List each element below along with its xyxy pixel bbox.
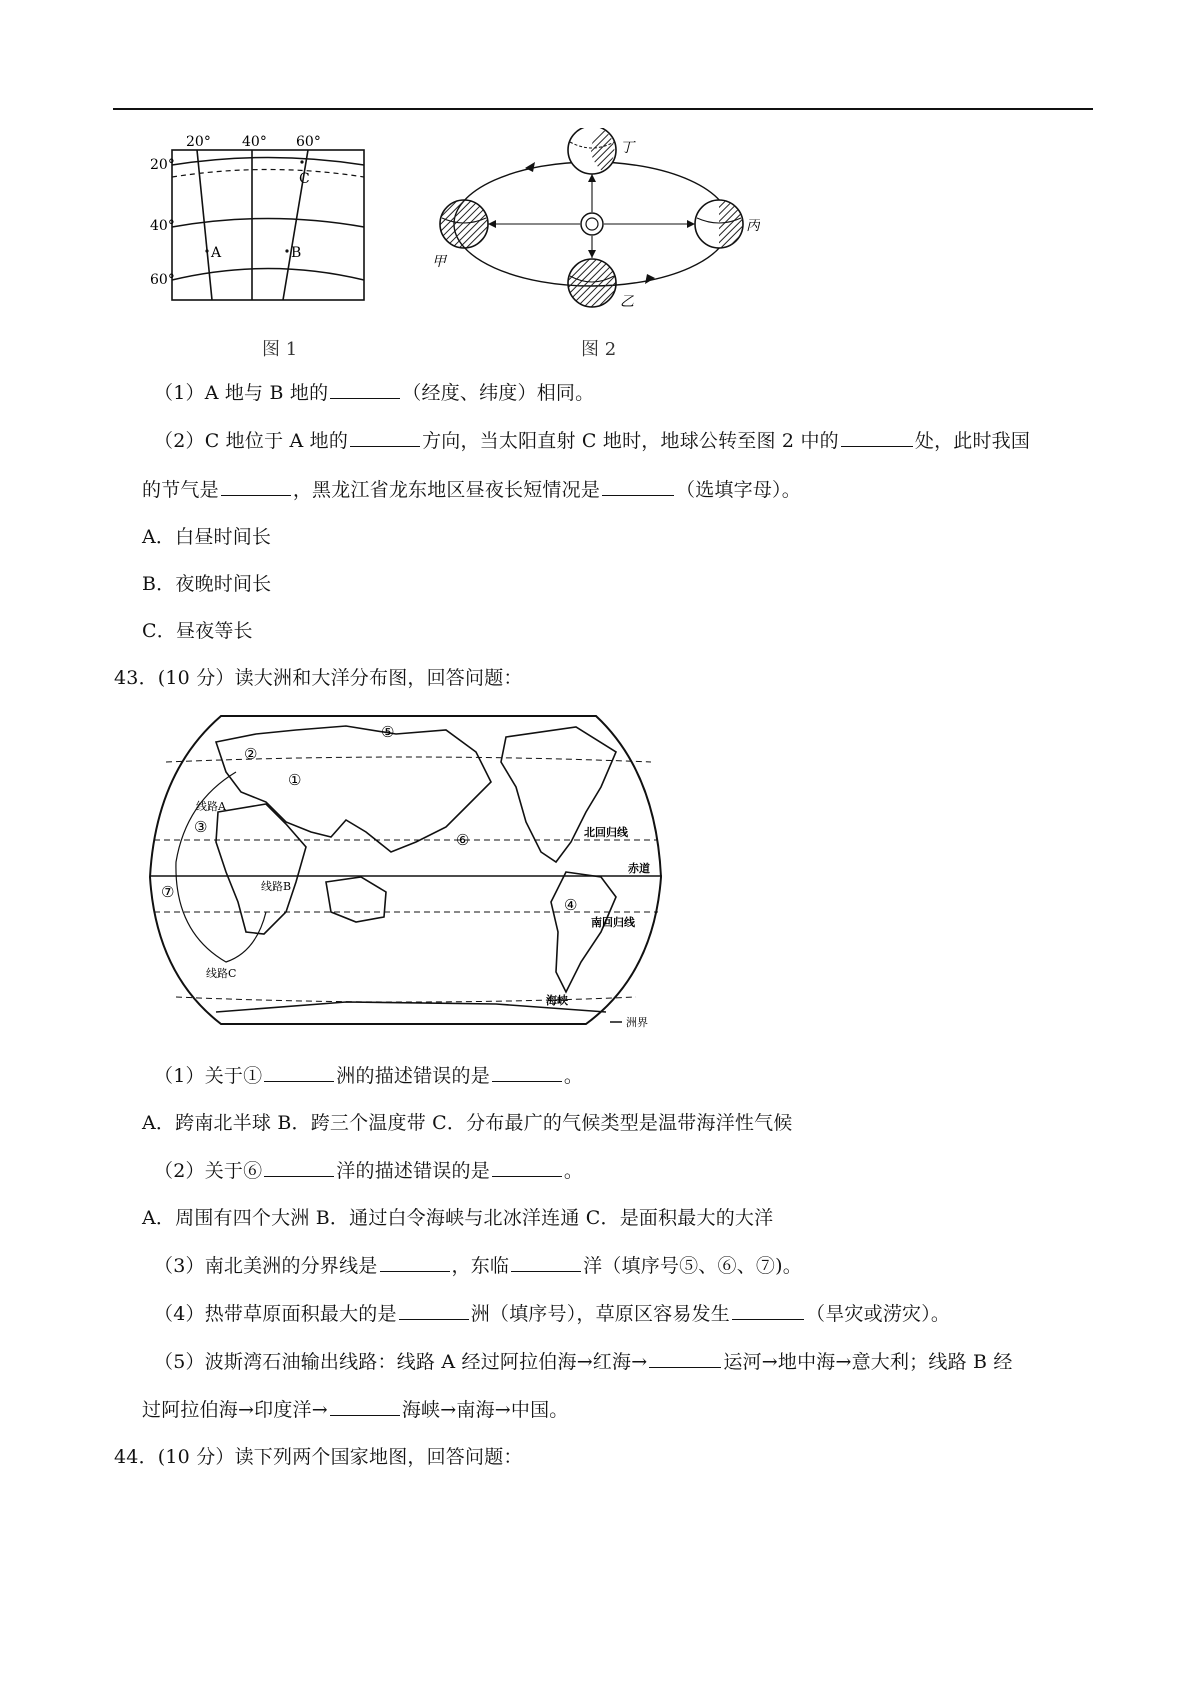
point-c: C	[299, 171, 310, 187]
answer-blank	[330, 380, 400, 399]
lon-label-60: 60°	[296, 134, 321, 150]
point-b: B	[291, 245, 302, 261]
figure-2-caption: 图 2	[581, 339, 617, 360]
answer-blank	[380, 1253, 450, 1272]
lon-label-20: 20°	[186, 134, 211, 150]
q43-part2-options: A．周围有四个大洲 B．通过白令海峡与北冰洋连通 C．是面积最大的大洋	[142, 1207, 774, 1229]
position-jia: 甲	[432, 254, 446, 270]
q42-option-a: A．白昼时间长	[142, 526, 272, 548]
header-rule	[113, 108, 1093, 110]
q43-part4: （4）热带草原面积最大的是 洲（填序号），草原区容易发生 （旱灾或涝灾）。	[154, 1303, 951, 1325]
point-a: A	[211, 245, 222, 261]
answer-blank	[649, 1349, 721, 1368]
answer-blank	[221, 477, 291, 496]
figure-1-grid-map	[150, 132, 370, 307]
label-ocean-2: ②	[244, 745, 258, 763]
position-bing: 丙	[746, 218, 760, 234]
lat-label-20: 20°	[150, 157, 175, 173]
answer-blank	[492, 1158, 562, 1177]
q42-option-b: B．夜晚时间长	[142, 573, 272, 595]
q42-part2-line2: 的节气是 ，黑龙江省龙东地区昼夜长短情况是 （选填字母）。	[142, 479, 801, 501]
answer-blank	[492, 1063, 562, 1082]
q43-part5-line1: （5）波斯湾石油输出线路：线路 A 经过阿拉伯海→红海→ 运河→地中海→意大利；线路 B 经	[154, 1351, 1013, 1373]
answer-blank	[732, 1301, 804, 1320]
answer-blank	[399, 1301, 469, 1320]
lat-label-60: 60°	[150, 272, 175, 288]
answer-blank	[264, 1158, 334, 1177]
label-ocean-7: ⑦	[161, 883, 175, 901]
figure-2-revolution-diagram	[430, 128, 760, 318]
q44-title: 44．(10 分）读下列两个国家地图，回答问题：	[114, 1446, 523, 1468]
label-route-b: 线路B	[261, 880, 292, 893]
q43-part1-options: A．跨南北半球 B．跨三个温度带 C．分布最广的气候类型是温带海洋性气候	[142, 1112, 793, 1134]
label-north-tropic: 北回归线	[584, 826, 628, 839]
label-strait: 海峡	[546, 994, 568, 1007]
q42-option-c: C．昼夜等长	[142, 620, 253, 642]
figure-1-caption: 图 1	[262, 339, 298, 360]
label-continent-1: ①	[288, 771, 302, 789]
q42-part1: （1）A 地与 B 地的 （经度、纬度）相同。	[154, 382, 595, 404]
q43-part1: （1）关于① 洲的描述错误的是 。	[154, 1065, 584, 1087]
position-ding: 丁	[620, 140, 634, 156]
answer-blank	[350, 428, 420, 447]
label-ocean-6: ⑥	[456, 831, 470, 849]
world-map	[146, 712, 666, 1034]
q43-part2: （2）关于⑥ 洋的描述错误的是 。	[154, 1160, 584, 1182]
q43-title: 43．(10 分）读大洲和大洋分布图，回答问题：	[114, 667, 523, 689]
label-route-c: 线路C	[206, 967, 237, 980]
label-route-a: 线路A	[196, 800, 226, 813]
position-yi: 乙	[620, 294, 634, 310]
answer-blank	[602, 477, 674, 496]
q43-part5-line2: 过阿拉伯海→印度洋→ 海峡→南海→中国。	[142, 1399, 569, 1421]
answer-blank	[511, 1253, 581, 1272]
answer-blank	[330, 1397, 400, 1416]
label-continent-4: ④	[564, 896, 578, 914]
lon-label-40: 40°	[242, 134, 267, 150]
label-legend-boundary: 洲界	[626, 1016, 648, 1029]
answer-blank	[264, 1063, 334, 1082]
answer-blank	[841, 428, 913, 447]
q42-part2-line1: （2）C 地位于 A 地的 方向，当太阳直射 C 地时，地球公转至图 2 中的 处，此时我国	[154, 430, 1031, 452]
label-south-tropic: 南回归线	[591, 916, 635, 929]
label-ocean-5: ⑤	[381, 723, 395, 741]
lat-label-40: 40°	[150, 218, 175, 234]
label-continent-3: ③	[194, 818, 208, 836]
q43-part3: （3）南北美洲的分界线是 ，东临 洋（填序号⑤、⑥、⑦)。	[154, 1255, 802, 1277]
label-equator: 赤道	[628, 862, 650, 875]
